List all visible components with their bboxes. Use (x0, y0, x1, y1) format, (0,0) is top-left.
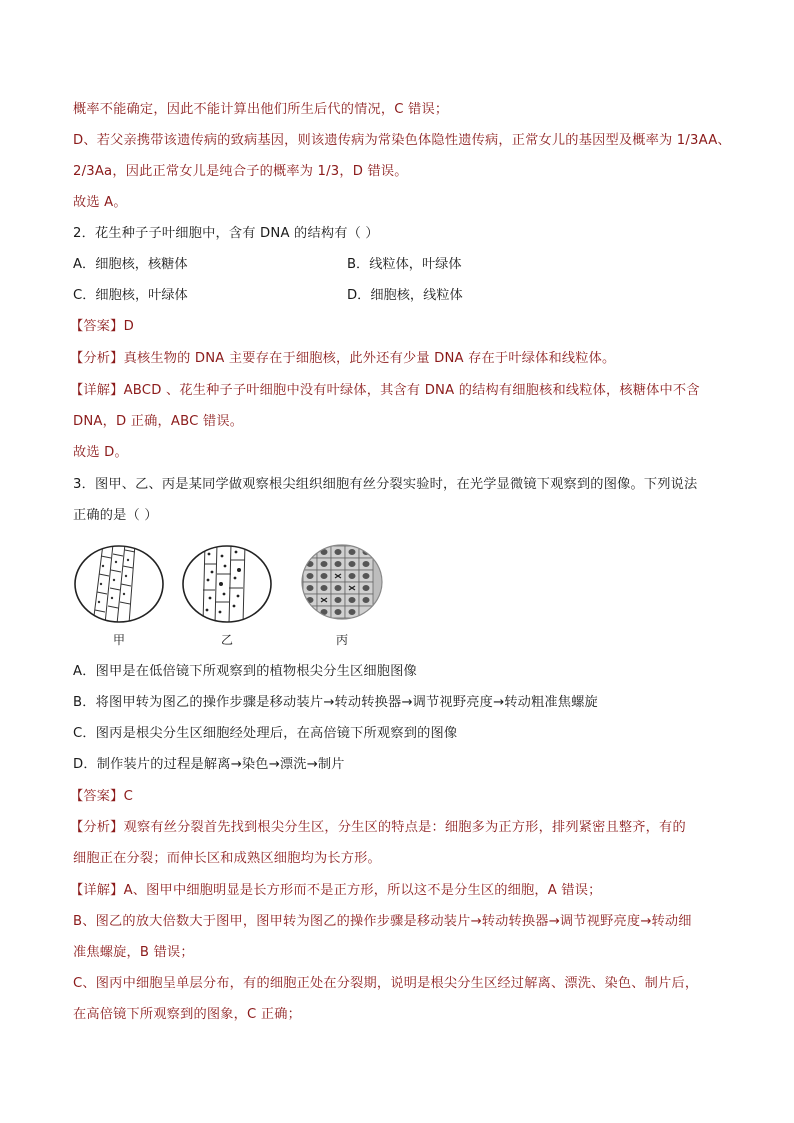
q1-tail-line-4: 故选 A。 (73, 195, 127, 210)
q1-tail-line-2: D、若父亲携带该遗传病的致病基因，则该遗传病为常染色体隐性遗传病，正常女儿的基因型及概率为 1/3AA、 (73, 133, 731, 148)
q3-detail-line-2: B、图乙的放大倍数大于图甲，图甲转为图乙的操作步骤是移动装片→转动转换器→调节视野亮度→转动细 (73, 914, 692, 929)
q3-option-c: C．图丙是根尖分生区细胞经处理后，在高倍镜下所观察到的图像 (73, 726, 458, 741)
q2-detail-line-1: 【详解】ABCD 、花生种子子叶细胞中没有叶绿体，其含有 DNA 的结构有细胞核和线粒体，核糖体中不含 (70, 383, 700, 398)
q2-conclusion: 故选 D。 (73, 445, 128, 460)
figure-bing-label: 丙 (336, 633, 349, 647)
q3-analysis-line-2: 细胞正在分裂；而伸长区和成熟区细胞均为长方形。 (73, 851, 381, 866)
q2-option-d: D．细胞核，线粒体 (347, 288, 463, 303)
figure-yi-label: 乙 (221, 633, 234, 647)
q3-option-d: D．制作装片的过程是解离→染色→漂洗→制片 (73, 757, 345, 772)
q3-detail-line-1: 【详解】A、图甲中细胞明显是长方形而不是正方形，所以这不是分生区的细胞，A 错误； (70, 883, 602, 898)
q3-detail-line-3: 准焦螺旋，B 错误； (73, 945, 194, 960)
figure-yi (181, 544, 273, 624)
q2-answer: 【答案】D (70, 319, 134, 334)
q3-option-a: A．图甲是在低倍镜下所观察到的植物根尖分生区细胞图像 (73, 664, 417, 679)
q2-detail-line-2: DNA，D 正确，ABC 错误。 (73, 414, 244, 429)
q1-tail-line-3: 2/3Aa，因此正常女儿是纯合子的概率为 1/3，D 错误。 (73, 164, 408, 179)
q3-answer: 【答案】C (70, 789, 133, 804)
figure-bing (301, 544, 383, 620)
q3-stem-line-2: 正确的是（ ） (73, 508, 158, 523)
figure-jia (73, 544, 165, 624)
q2-analysis: 【分析】真核生物的 DNA 主要存在于细胞核，此外还有少量 DNA 存在于叶绿体和线粒体。 (70, 351, 616, 366)
q3-option-b: B．将图甲转为图乙的操作步骤是移动装片→转动转换器→调节视野亮度→转动粗准焦螺旋 (73, 695, 598, 710)
q3-detail-line-5: 在高倍镜下所观察到的图象，C 正确； (73, 1007, 301, 1022)
q3-stem-line-1: 3．图甲、乙、丙是某同学做观察根尖组织细胞有丝分裂实验时，在光学显微镜下观察到的图像。下列说法 (73, 477, 698, 492)
q1-tail-line-1: 概率不能确定，因此不能计算出他们所生后代的情况，C 错误； (73, 102, 449, 117)
q2-option-b: B．线粒体，叶绿体 (347, 257, 462, 272)
q2-option-c: C．细胞核，叶绿体 (73, 288, 188, 303)
q2-option-a: A．细胞核，核糖体 (73, 257, 188, 272)
q3-detail-line-4: C、图丙中细胞呈单层分布，有的细胞正处在分裂期，说明是根尖分生区经过解离、漂洗、染色、制片后， (73, 976, 699, 991)
q2-stem: 2．花生种子子叶细胞中，含有 DNA 的结构有（ ） (73, 226, 379, 241)
figure-jia-label: 甲 (113, 633, 126, 647)
q3-analysis-line-1: 【分析】观察有丝分裂首先找到根尖分生区，分生区的特点是：细胞多为正方形，排列紧密且整齐，有的 (70, 820, 686, 835)
